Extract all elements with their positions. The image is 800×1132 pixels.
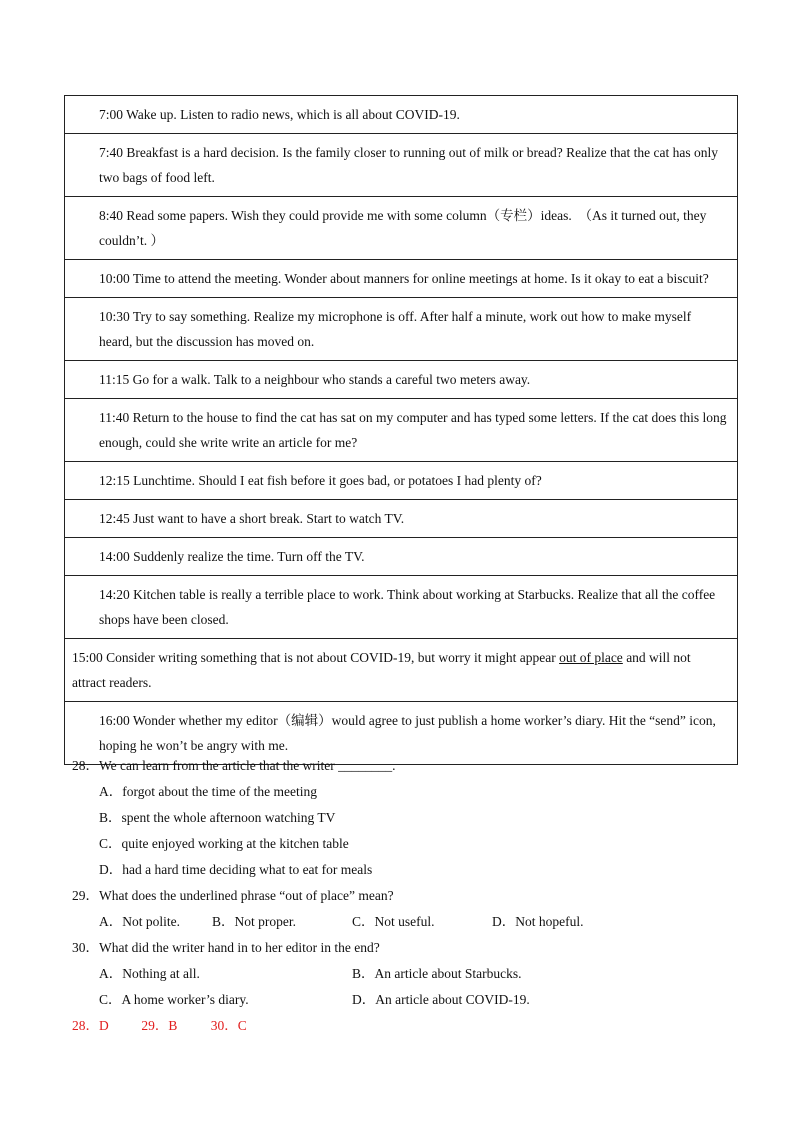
diary-entry: 12:45 Just want to have a short break. Start to watch TV. xyxy=(65,499,737,537)
options-row xyxy=(72,909,752,935)
options-row xyxy=(72,987,752,1013)
diary-entry: 10:00 Time to attend the meeting. Wonder about manners for online meetings at home. Is it okay to eat a biscuit? xyxy=(65,259,737,297)
option: D．had a hard time deciding what to eat for meals xyxy=(99,862,373,877)
diary-table xyxy=(64,95,738,765)
diary-entry: 14:20 Kitchen table is really a terrible place to work. Think about working at Starbucks. Realize that all the coffee shops have been closed. xyxy=(65,575,737,638)
option: A．Not polite. xyxy=(99,914,180,929)
question-30-stem: 30．What did the writer hand in to her editor in the end? xyxy=(72,940,380,955)
diary-entry: 7:00 Wake up. Listen to radio news, which is all about COVID-19. xyxy=(99,107,460,122)
entry-text: and will not attract readers. xyxy=(72,650,691,690)
answer: 30．C xyxy=(210,1018,247,1033)
option: D．An article about COVID-19. xyxy=(352,992,530,1007)
question-29-stem: 29．What does the underlined phrase “out of place” mean? xyxy=(72,888,394,903)
option: C．quite enjoyed working at the kitchen table xyxy=(99,836,349,851)
diary-entry: 12:15 Lunchtime. Should I eat fish before it goes bad, or potatoes I had plenty of? xyxy=(65,461,737,499)
underlined-phrase: out of place xyxy=(559,650,623,665)
option: B．spent the whole afternoon watching TV xyxy=(99,810,336,825)
diary-entry: 10:30 Try to say something. Realize my microphone is off. After half a minute, work out how to make myself heard, but the discussion has moved on. xyxy=(65,297,737,360)
answer: 29．B xyxy=(141,1018,178,1033)
options-row xyxy=(72,961,752,987)
diary-entry xyxy=(65,638,737,701)
diary-entry: 16:00 Wonder whether my editor（编辑）would agree to just publish a home worker’s diary. Hit the “send” icon, hoping he won’t be angry with me. xyxy=(65,701,737,764)
answer: 28．D xyxy=(72,1018,109,1033)
option: B．Not proper. xyxy=(212,914,296,929)
questions-section xyxy=(72,753,752,1039)
diary-entry: 11:15 Go for a walk. Talk to a neighbour who stands a careful two meters away. xyxy=(65,360,737,398)
diary-entry: 14:00 Suddenly realize the time. Turn off the TV. xyxy=(65,537,737,575)
answer-key xyxy=(72,1013,752,1039)
option: C．Not useful. xyxy=(352,914,435,929)
option: A．Nothing at all. xyxy=(99,966,200,981)
diary-entry: 11:40 Return to the house to find the cat has sat on my computer and has typed some letters. If the cat does this long enough, could she write write an article for me? xyxy=(65,398,737,461)
diary-entry: 8:40 Read some papers. Wish they could provide me with some column（专栏）ideas. （As it turned out, they couldn’t. ） xyxy=(65,196,737,259)
option: D．Not hopeful. xyxy=(492,914,584,929)
diary-entry: 7:40 Breakfast is a hard decision. Is the family closer to running out of milk or bread? Realize that the cat has only two bags of food left. xyxy=(65,133,737,196)
entry-text: 15:00 Consider writing something that is not about COVID-19, but worry it might appear xyxy=(72,650,560,665)
option: C．A home worker’s diary. xyxy=(99,992,249,1007)
question-28-stem: 28．We can learn from the article that the writer ________. xyxy=(72,758,396,773)
option: B．An article about Starbucks. xyxy=(352,966,522,981)
option: A．forgot about the time of the meeting xyxy=(99,784,317,799)
